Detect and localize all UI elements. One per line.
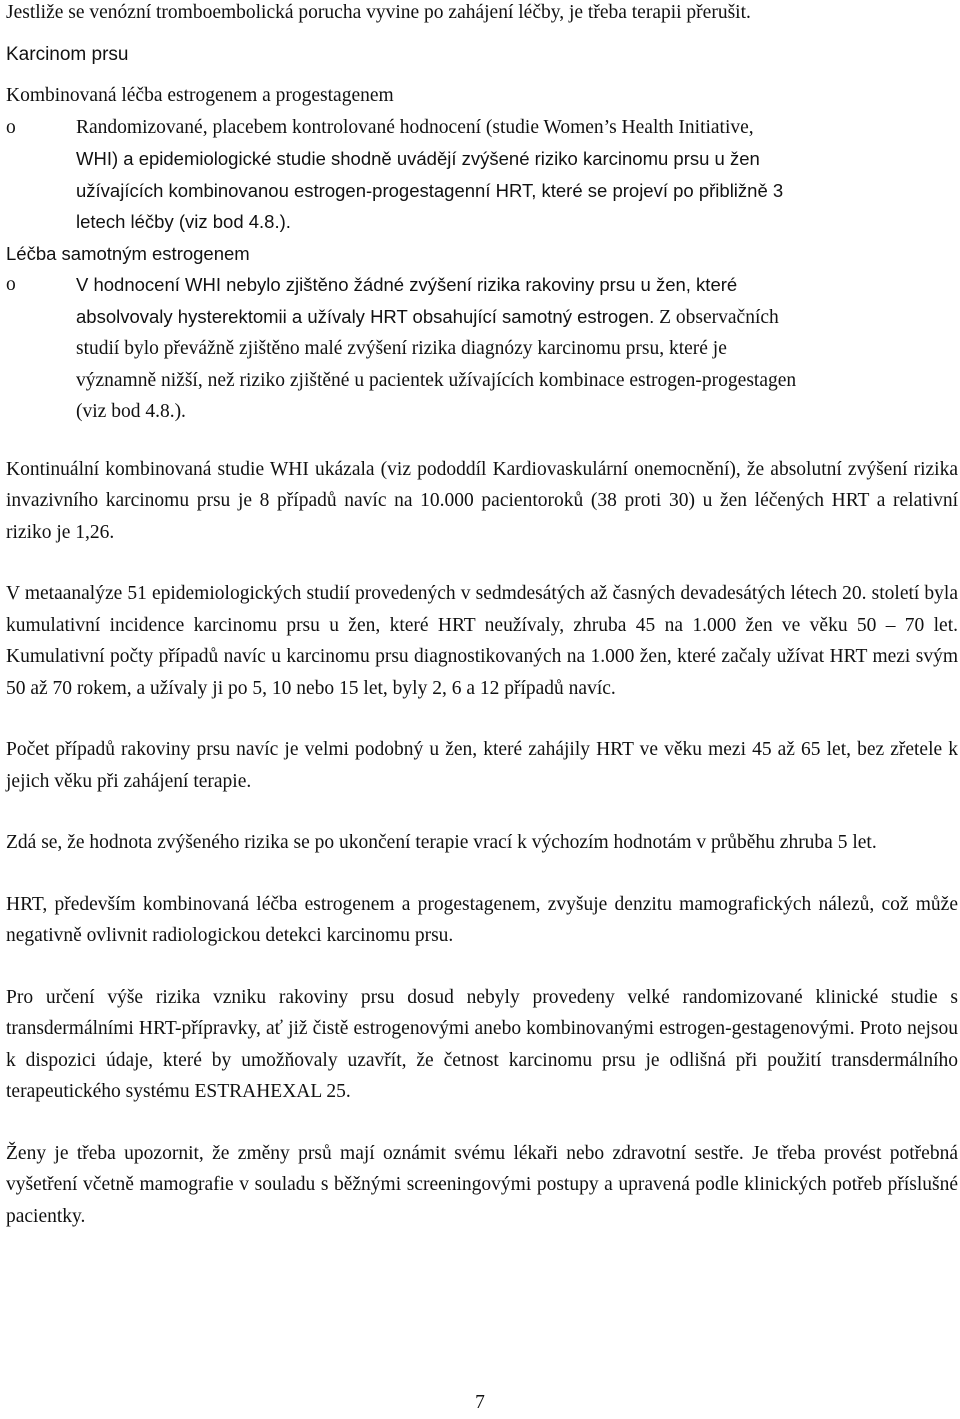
paragraph: Počet případů rakoviny prsu navíc je velmi podobný u žen, které zahájily HRT ve věku mezi 45 až 65 let, bez zřetele k jejich věku při zahájení terapie.: [6, 739, 958, 792]
section-heading: Karcinom prsu: [6, 43, 129, 65]
document-page: [6, 0, 958, 1232]
intro-line: Jestliže se venózní tromboembolická porucha vyvine po zahájení léčby, je třeba terapii přerušit.: [6, 2, 751, 23]
bullet-line: užívajících kombinovanou estrogen-progestagenní HRT, které se projeví po přibližně 3: [76, 179, 784, 201]
mono-heading: Léčba samotným estrogenem: [6, 242, 250, 264]
bullet-line-tail: Z observačních: [659, 306, 779, 328]
combined-heading: Kombinovaná léčba estrogenem a progestagenem: [6, 85, 394, 106]
mono-bullet: [6, 269, 958, 428]
bullet-line: V hodnocení WHI nebylo zjištěno žádné zvýšení rizika rakoviny prsu u žen, které: [76, 274, 738, 295]
paragraph: Pro určení výše rizika vzniku rakoviny prsu dosud nebyly provedeny velké randomizované klinické studie s transdermálními HRT-přípravky, ať již čistě estrogenovými anebo kombinovanými estrogen-gestagenovými. Proto nejsou k dispozici údaje, které by umožňovaly uzavřít, že četnost karcinomu prsu je odlišná při použití transdermálního terapeutického systému ESTRAHEXAL 25.: [6, 986, 958, 1102]
bullet-line: WHI) a epidemiologické studie shodně uvádějí zvýšené riziko karcinomu prsu u žen: [76, 148, 760, 169]
bullet-line: [76, 301, 958, 334]
page-number: 7: [475, 1392, 485, 1413]
paragraph: Zdá se, že hodnota zvýšeného rizika se po ukončení terapie vrací k výchozím hodnotám v průběhu zhruba 5 let.: [6, 832, 877, 853]
paragraph: HRT, především kombinovaná léčba estrogenem a progestagenem, zvyšuje denzitu mamografických nálezů, což může negativně ovlivnit radiologickou detekci karcinomu prsu.: [6, 893, 958, 946]
bullet-line: významně nižší, než riziko zjištěné u pacientek užívajících kombinace estrogen-progestagen: [76, 369, 797, 391]
mono-bullet-text: [76, 269, 958, 428]
bullet-line-sans: absolvovaly hysterektomii a užívaly HRT obsahující samotný estrogen.: [76, 305, 655, 327]
paragraph: Kontinuální kombinovaná studie WHI ukázala (viz pododdíl Kardiovaskulární onemocnění), že absolutní zvýšení rizika invazivního karcinomu prsu je 8 případů navíc na 10.000 pacientoroků (38 proti 30) u žen léčených HRT a relativní riziko je 1,26.: [6, 458, 958, 543]
combined-bullet: [6, 112, 958, 238]
bullet-marker: o: [6, 116, 16, 138]
bullet-line: Randomizované, placebem kontrolované hodnocení (studie Women’s Health Initiative,: [76, 116, 754, 138]
paragraph: V metaanalýze 51 epidemiologických studií provedených v sedmdesátých až časných devadesátých létech 20. století byla kumulativní incidence karcinomu prsu u žen, které HRT neužívaly, zhruba 45 na 1.000 žen ve věku 50 – 70 let. Kumulativní počty případů navíc u karcinomu prsu diagnostikovaných na 1.000 žen, které začaly užívat HRT mezi svým 50 až 70 rokem, a užívaly ji po 5, 10 nebo 15 let, byly 2, 6 a 12 případů navíc.: [6, 583, 958, 699]
bullet-line: studií bylo převážně zjištěno malé zvýšení rizika diagnózy karcinomu prsu, které je: [76, 338, 727, 359]
bullet-marker: o: [6, 274, 16, 295]
bullet-line: letech léčby (viz bod 4.8.).: [76, 211, 291, 232]
combined-bullet-text: [76, 112, 958, 238]
paragraph: Ženy je třeba upozornit, že změny prsů mají oznámit svému lékaři nebo zdravotní sestře. Je třeba provést potřebná vyšetření včetně mamografie v souladu s běžnými screeningovými postupy a upravená podle klinických potřeb příslušné pacientky.: [6, 1142, 958, 1227]
bullet-line: (viz bod 4.8.).: [76, 401, 186, 422]
